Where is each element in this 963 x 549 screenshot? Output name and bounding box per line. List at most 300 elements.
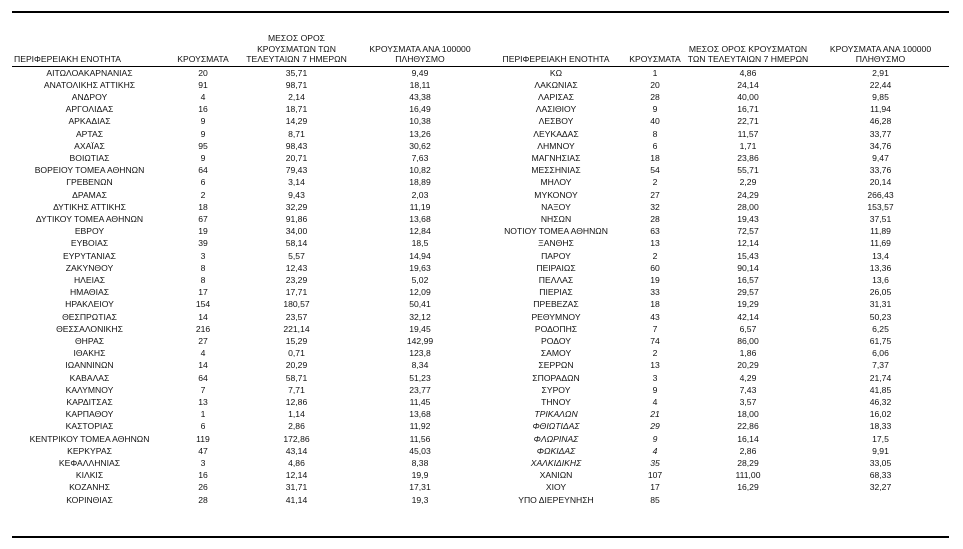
left-region-cell: ΒΟΡΕΙΟΥ ΤΟΜΕΑ ΑΘΗΝΩΝ xyxy=(34,165,145,176)
left-avg7-cell: 20,29 xyxy=(285,360,308,371)
right-cases-cell: 18 xyxy=(650,299,660,310)
left-region-cell: ΑΙΤΩΛΟΑΚΑΡΝΑΝΙΑΣ xyxy=(46,67,133,78)
header-region-right: ΠΕΡΙΦΕΡΕΙΑΚΗ ΕΝΟΤΗΤΑ xyxy=(486,28,626,66)
left-avg7-cell: 58,71 xyxy=(285,372,308,383)
right-cases-cell: 9 xyxy=(652,384,658,395)
right-cases-cell: 7 xyxy=(652,323,658,334)
left-per100k-cell: 14,94 xyxy=(409,250,431,261)
left-per100k-cell: 32,12 xyxy=(409,311,431,322)
right-cases-cell: 28 xyxy=(650,91,660,102)
right-region-cell: ΤΡΙΚΑΛΩΝ xyxy=(534,409,578,420)
right-cases-cell: 6 xyxy=(652,140,658,151)
right-avg7-cell: 18,00 xyxy=(737,409,759,420)
left-per100k-cell: 30,62 xyxy=(409,140,431,151)
right-cases-cell: 4 xyxy=(652,396,658,407)
right-per100k-cell: 9,85 xyxy=(872,91,889,102)
right-per100k-cell: 33,05 xyxy=(869,458,892,468)
left-region-cell: ΚΑΒΑΛΑΣ xyxy=(69,372,110,383)
table-row xyxy=(12,396,949,408)
left-per100k-cell: 13,68 xyxy=(409,213,431,224)
right-avg7-cell: 22,71 xyxy=(737,116,759,127)
left-cases-cell: 9 xyxy=(200,152,206,163)
right-avg7-cell: 24,29 xyxy=(737,189,759,200)
left-region-cell: ΑΧΑΪΑΣ xyxy=(74,140,105,151)
left-cases-cell: 95 xyxy=(198,140,208,151)
table-row xyxy=(12,91,949,103)
table-row xyxy=(12,311,949,323)
right-cases-cell: 9 xyxy=(652,104,658,115)
right-per100k-cell xyxy=(812,494,949,506)
left-cases-cell: 4 xyxy=(200,348,206,359)
left-region-cell: ΘΗΡΑΣ xyxy=(74,335,105,346)
left-cases-cell: 119 xyxy=(196,433,210,444)
left-per100k-cell: 19,9 xyxy=(411,470,429,481)
left-region-cell: ΚΕΦΑΛΛΗΝΙΑΣ xyxy=(58,458,121,468)
right-per100k-cell: 41,85 xyxy=(869,384,892,395)
left-region-cell: ΔΥΤΙΚΗΣ ΑΤΤΙΚΗΣ xyxy=(53,201,126,212)
right-region-cell: ΛΑΣΙΘΙΟΥ xyxy=(535,104,577,115)
right-cases-cell: 1 xyxy=(652,67,658,78)
right-region-cell: ΞΑΝΘΗΣ xyxy=(538,238,574,249)
right-avg7-cell: 22,86 xyxy=(737,421,759,432)
header-row xyxy=(12,28,949,66)
left-avg7-cell: 31,71 xyxy=(285,482,308,493)
right-avg7-cell: 111,00 xyxy=(735,470,761,481)
right-cases-cell: 43 xyxy=(650,311,660,322)
left-per100k-cell: 18,5 xyxy=(411,238,429,249)
right-region-cell: ΝΟΤΙΟΥ ΤΟΜΕΑ ΑΘΗΝΩΝ xyxy=(504,226,608,237)
left-avg7-cell: 43,14 xyxy=(285,445,308,456)
cases-table xyxy=(12,28,949,506)
left-avg7-cell: 172,86 xyxy=(283,433,310,444)
right-region-cell: ΜΑΓΝΗΣΙΑΣ xyxy=(531,152,581,163)
table-row xyxy=(12,420,949,432)
right-cases-cell: 32 xyxy=(650,201,660,212)
right-cases-cell: 35 xyxy=(650,458,660,468)
right-avg7-cell: 16,29 xyxy=(737,482,759,493)
table-row xyxy=(12,457,949,469)
left-cases-cell: 18 xyxy=(198,201,208,212)
right-per100k-cell: 46,32 xyxy=(869,396,892,407)
left-per100k-cell: 13,26 xyxy=(409,128,431,139)
table-row xyxy=(12,347,949,359)
right-cases-cell: 4 xyxy=(652,445,658,456)
left-region-cell: ΚΕΝΤΡΙΚΟΥ ΤΟΜΕΑ ΑΘΗΝΩΝ xyxy=(29,433,150,444)
right-cases-cell: 40 xyxy=(650,116,660,127)
table-row xyxy=(12,164,949,176)
right-per100k-cell: 13,6 xyxy=(872,274,889,285)
left-avg7-cell: 91,86 xyxy=(285,213,308,224)
left-cases-cell: 20 xyxy=(198,67,208,78)
table-row xyxy=(12,189,949,201)
table-row xyxy=(12,213,949,225)
right-avg7-cell: 12,14 xyxy=(737,238,759,249)
right-region-cell: ΧΙΟΥ xyxy=(545,482,567,493)
right-avg7-cell: 3,57 xyxy=(739,396,757,407)
right-per100k-cell: 22,44 xyxy=(869,79,892,90)
left-avg7-cell: 5,57 xyxy=(288,250,305,261)
left-cases-cell: 6 xyxy=(200,421,206,432)
left-per100k-cell: 19,63 xyxy=(409,262,431,273)
left-region-cell: ΑΡΚΑΔΙΑΣ xyxy=(68,116,111,127)
header-per100k-right: ΚΡΟΥΣΜΑΤΑ ΑΝΑ 100000 ΠΛΗΘΥΣΜΟ xyxy=(812,28,949,66)
left-cases-cell: 2 xyxy=(200,189,206,200)
left-avg7-cell: 1,14 xyxy=(288,409,305,420)
table-row xyxy=(12,359,949,371)
left-region-cell: ΘΕΣΠΡΩΤΙΑΣ xyxy=(62,311,117,322)
left-region-cell: ΑΡΤΑΣ xyxy=(75,128,104,139)
right-avg7-cell: 4,29 xyxy=(739,372,757,383)
table-row xyxy=(12,408,949,420)
left-cases-cell: 64 xyxy=(198,165,208,176)
left-avg7-cell: 17,71 xyxy=(285,287,308,298)
left-per100k-cell: 5,02 xyxy=(411,274,429,285)
left-avg7-cell: 98,43 xyxy=(285,140,308,151)
left-avg7-cell: 221,14 xyxy=(283,323,310,334)
left-avg7-cell: 12,43 xyxy=(285,262,308,273)
left-avg7-cell: 20,71 xyxy=(285,152,308,163)
left-avg7-cell: 7,71 xyxy=(288,384,305,395)
right-region-cell: ΛΑΡΙΣΑΣ xyxy=(538,91,574,102)
right-avg7-cell: 90,14 xyxy=(737,262,759,273)
left-per100k-cell: 19,45 xyxy=(409,323,431,334)
left-avg7-cell: 58,14 xyxy=(285,238,308,249)
table-row xyxy=(12,494,949,506)
table-row xyxy=(12,433,949,445)
left-cases-cell: 154 xyxy=(195,299,211,310)
left-avg7-cell: 35,71 xyxy=(285,67,308,78)
left-region-cell: ΚΑΡΠΑΘΟΥ xyxy=(65,409,114,420)
right-region-cell: ΡΟΔΟΥ xyxy=(541,335,571,346)
right-cases-cell: 2 xyxy=(652,177,658,188)
right-region-cell: ΤΗΝΟΥ xyxy=(541,396,571,407)
right-avg7-cell: 29,57 xyxy=(737,287,759,298)
left-region-cell: ΚΟΡΙΝΘΙΑΣ xyxy=(66,494,113,505)
left-per100k-cell: 12,84 xyxy=(409,226,431,237)
left-region-cell: ΙΘΑΚΗΣ xyxy=(73,348,106,359)
right-avg7-cell: 42,14 xyxy=(737,311,759,322)
right-region-cell: ΠΕΙΡΑΙΩΣ xyxy=(536,262,576,273)
left-per100k-cell: 50,41 xyxy=(409,299,431,310)
left-cases-cell: 14 xyxy=(198,360,208,371)
left-region-cell: ΖΑΚΥΝΘΟΥ xyxy=(65,262,114,273)
right-region-cell: ΠΙΕΡΙΑΣ xyxy=(539,287,573,298)
table-row xyxy=(12,115,949,127)
left-per100k-cell: 9,49 xyxy=(411,67,429,78)
left-region-cell: ΙΩΑΝΝΙΝΩΝ xyxy=(65,360,114,371)
left-cases-cell: 91 xyxy=(198,79,208,90)
right-per100k-cell: 13,36 xyxy=(869,262,892,273)
bottom-rule xyxy=(12,536,949,538)
left-per100k-cell: 11,19 xyxy=(409,201,431,212)
left-avg7-cell: 9,43 xyxy=(288,189,305,200)
table-row xyxy=(12,445,949,457)
left-avg7-cell: 34,00 xyxy=(285,226,308,237)
left-cases-cell: 9 xyxy=(200,116,206,127)
right-region-cell: ΜΗΛΟΥ xyxy=(540,177,572,188)
right-cases-cell: 54 xyxy=(650,165,660,176)
left-cases-cell: 1 xyxy=(200,409,206,420)
table-row xyxy=(12,103,949,115)
right-avg7-cell: 40,00 xyxy=(737,91,759,102)
right-per100k-cell: 7,37 xyxy=(872,360,889,371)
left-region-cell: ΚΑΡΔΙΤΣΑΣ xyxy=(66,396,113,407)
table-row xyxy=(12,372,949,384)
left-avg7-cell: 8,71 xyxy=(288,128,305,139)
right-region-cell: ΡΕΘΥΜΝΟΥ xyxy=(531,311,581,322)
left-avg7-cell: 32,29 xyxy=(285,201,308,212)
table-row xyxy=(12,128,949,140)
left-cases-cell: 26 xyxy=(198,482,208,493)
left-avg7-cell: 14,29 xyxy=(285,116,308,127)
right-region-cell: ΜΕΣΣΗΝΙΑΣ xyxy=(531,165,581,176)
left-region-cell: ΑΝΔΡΟΥ xyxy=(71,91,108,102)
right-region-cell: ΠΑΡΟΥ xyxy=(541,250,571,261)
right-region-cell: ΥΠΟ ΔΙΕΡΕΥΝΗΣΗ xyxy=(518,494,594,505)
left-avg7-cell: 15,29 xyxy=(285,335,308,346)
left-region-cell: ΕΥΡΥΤΑΝΙΑΣ xyxy=(63,250,116,261)
right-cases-cell: 20 xyxy=(650,79,660,90)
right-per100k-cell: 34,76 xyxy=(869,140,892,151)
right-avg7-cell: 23,86 xyxy=(737,152,759,163)
right-per100k-cell: 16,02 xyxy=(869,409,892,420)
right-cases-cell: 85 xyxy=(650,494,660,505)
right-avg7-cell: 1,71 xyxy=(739,140,757,151)
right-cases-cell: 8 xyxy=(652,128,658,139)
right-per100k-cell: 17,5 xyxy=(872,433,889,444)
table-row xyxy=(12,152,949,164)
left-per100k-cell: 11,92 xyxy=(409,421,431,432)
right-per100k-cell: 2,91 xyxy=(872,67,889,78)
right-region-cell: ΡΟΔΟΠΗΣ xyxy=(534,323,578,334)
table-row xyxy=(12,335,949,347)
right-cases-cell: 3 xyxy=(652,372,658,383)
right-avg7-cell: 28,29 xyxy=(737,458,759,468)
right-avg7-cell: 20,29 xyxy=(737,360,759,371)
right-avg7-cell: 11,57 xyxy=(737,128,759,139)
left-cases-cell: 13 xyxy=(198,396,208,407)
right-per100k-cell: 26,05 xyxy=(869,287,892,298)
right-per100k-cell: 13,4 xyxy=(872,250,889,261)
right-cases-cell: 2 xyxy=(652,348,658,359)
right-region-cell: ΛΑΚΩΝΙΑΣ xyxy=(534,79,578,90)
right-per100k-cell: 33,76 xyxy=(869,165,892,176)
right-avg7-cell: 86,00 xyxy=(737,335,759,346)
right-per100k-cell: 50,23 xyxy=(869,311,892,322)
left-region-cell: ΚΕΡΚΥΡΑΣ xyxy=(67,445,112,456)
table-row xyxy=(12,469,949,481)
right-cases-cell: 63 xyxy=(650,226,660,237)
left-region-cell: ΘΕΣΣΑΛΟΝΙΚΗΣ xyxy=(56,323,123,334)
right-avg7-cell: 16,14 xyxy=(737,433,759,444)
right-region-cell: ΧΑΛΚΙΔΙΚΗΣ xyxy=(530,458,582,468)
right-cases-cell: 60 xyxy=(650,262,660,273)
left-per100k-cell: 19,3 xyxy=(411,494,429,505)
left-per100k-cell: 13,68 xyxy=(409,409,431,420)
table-row xyxy=(12,79,949,91)
left-cases-cell: 6 xyxy=(200,177,206,188)
right-avg7-cell xyxy=(684,494,812,506)
left-per100k-cell: 18,89 xyxy=(409,177,431,188)
header-cases-left: ΚΡΟΥΣΜΑΤΑ xyxy=(167,28,239,66)
right-cases-cell: 13 xyxy=(650,360,660,371)
right-cases-cell: 19 xyxy=(650,274,660,285)
left-region-cell: ΚΑΣΤΟΡΙΑΣ xyxy=(65,421,114,432)
left-cases-cell: 9 xyxy=(200,128,206,139)
left-region-cell: ΔΡΑΜΑΣ xyxy=(72,189,107,200)
left-cases-cell: 19 xyxy=(198,226,208,237)
table-row xyxy=(12,140,949,152)
left-per100k-cell: 16,49 xyxy=(409,104,431,115)
left-region-cell: ΗΜΑΘΙΑΣ xyxy=(69,287,110,298)
right-region-cell: ΛΕΥΚΑΔΑΣ xyxy=(533,128,579,139)
left-region-cell: ΚΑΛΥΜΝΟΥ xyxy=(65,384,114,395)
table-body xyxy=(12,66,949,506)
left-per100k-cell: 43,38 xyxy=(409,91,431,102)
table-row xyxy=(12,384,949,396)
right-region-cell: ΝΑΞΟΥ xyxy=(541,201,571,212)
right-region-cell: ΛΕΣΒΟΥ xyxy=(538,116,574,127)
left-per100k-cell: 7,63 xyxy=(411,152,429,163)
table-row xyxy=(12,481,949,493)
right-region-cell: ΦΩΚΙΔΑΣ xyxy=(536,445,576,456)
header-avg7-right: ΜΕΣΟΣ ΟΡΟΣ ΚΡΟΥΣΜΑΤΩΝ ΤΩΝ ΤΕΛΕΥΤΑΙΩΝ 7 ΗΜΕΡΩΝ xyxy=(684,28,812,66)
left-per100k-cell: 123,8 xyxy=(409,348,431,359)
right-per100k-cell: 37,51 xyxy=(869,213,892,224)
left-avg7-cell: 0,71 xyxy=(288,348,305,359)
right-per100k-cell: 32,27 xyxy=(869,482,892,493)
left-cases-cell: 7 xyxy=(200,384,206,395)
left-avg7-cell: 98,71 xyxy=(285,79,308,90)
left-avg7-cell: 2,86 xyxy=(288,421,305,432)
left-per100k-cell: 11,56 xyxy=(409,433,431,444)
left-avg7-cell: 180,57 xyxy=(283,299,310,310)
left-avg7-cell: 41,14 xyxy=(285,494,308,505)
left-avg7-cell: 12,86 xyxy=(285,396,308,407)
left-per100k-cell: 8,34 xyxy=(411,360,429,371)
right-cases-cell: 18 xyxy=(650,152,660,163)
right-per100k-cell: 11,69 xyxy=(870,238,891,249)
right-avg7-cell: 2,86 xyxy=(739,445,757,456)
left-cases-cell: 14 xyxy=(198,311,208,322)
right-region-cell: ΦΛΩΡΙΝΑΣ xyxy=(533,433,579,444)
left-region-cell: ΕΥΒΟΙΑΣ xyxy=(70,238,109,249)
left-region-cell: ΑΡΓΟΛΙΔΑΣ xyxy=(65,104,114,115)
right-cases-cell: 28 xyxy=(650,213,660,224)
left-avg7-cell: 79,43 xyxy=(285,165,308,176)
left-region-cell: ΓΡΕΒΕΝΩΝ xyxy=(66,177,113,188)
right-avg7-cell: 15,43 xyxy=(737,250,759,261)
right-per100k-cell: 33,77 xyxy=(869,128,892,139)
table-row xyxy=(12,250,949,262)
right-region-cell: ΧΑΝΙΩΝ xyxy=(539,470,573,481)
right-per100k-cell: 46,28 xyxy=(869,116,892,127)
right-cases-cell: 29 xyxy=(650,421,660,432)
left-cases-cell: 3 xyxy=(200,458,206,468)
right-region-cell: ΦΘΙΩΤΙΔΑΣ xyxy=(532,421,580,432)
table-row xyxy=(12,225,949,237)
right-avg7-cell: 55,71 xyxy=(737,165,759,176)
left-region-cell: ΕΒΡΟΥ xyxy=(74,226,105,237)
left-cases-cell: 67 xyxy=(198,213,208,224)
right-per100k-cell: 11,94 xyxy=(870,104,891,115)
right-cases-cell: 107 xyxy=(647,470,663,481)
left-cases-cell: 3 xyxy=(200,250,206,261)
right-region-cell: ΣΥΡΟΥ xyxy=(541,384,571,395)
table-row xyxy=(12,286,949,298)
left-avg7-cell: 3,14 xyxy=(288,177,305,188)
right-cases-cell: 2 xyxy=(652,250,658,261)
header-per100k-left: ΚΡΟΥΣΜΑΤΑ ΑΝΑ 100000 ΠΛΗΘΥΣΜΟ xyxy=(354,28,486,66)
right-region-cell: ΣΑΜΟΥ xyxy=(540,348,572,359)
table-row xyxy=(12,262,949,274)
left-avg7-cell: 18,71 xyxy=(285,104,308,115)
right-avg7-cell: 72,57 xyxy=(737,226,759,237)
left-cases-cell: 8 xyxy=(200,262,206,273)
left-per100k-cell: 17,31 xyxy=(409,482,431,493)
left-per100k-cell: 8,38 xyxy=(411,458,429,468)
right-region-cell: ΛΗΜΝΟΥ xyxy=(537,140,575,151)
right-per100k-cell: 6,06 xyxy=(872,348,889,359)
right-per100k-cell: 18,33 xyxy=(869,421,892,432)
table-row xyxy=(12,298,949,310)
left-cases-cell: 28 xyxy=(198,494,208,505)
left-region-cell: ΗΡΑΚΛΕΙΟΥ xyxy=(65,299,114,310)
left-cases-cell: 216 xyxy=(195,323,211,334)
left-per100k-cell: 45,03 xyxy=(409,445,431,456)
left-per100k-cell: 11,45 xyxy=(409,396,431,407)
right-avg7-cell: 6,57 xyxy=(739,323,757,334)
right-avg7-cell: 7,43 xyxy=(739,384,757,395)
left-per100k-cell: 142,99 xyxy=(406,335,434,346)
right-cases-cell: 21 xyxy=(650,409,660,420)
left-cases-cell: 4 xyxy=(200,91,206,102)
left-cases-cell: 16 xyxy=(198,470,208,481)
header-avg7-left: ΜΕΣΟΣ ΟΡΟΣ ΚΡΟΥΣΜΑΤΩΝ ΤΩΝ ΤΕΛΕΥΤΑΙΩΝ 7 ΗΜΕΡΩΝ xyxy=(239,28,354,66)
left-avg7-cell: 23,29 xyxy=(285,274,308,285)
table-row xyxy=(12,274,949,286)
right-cases-cell: 13 xyxy=(650,238,660,249)
left-per100k-cell: 10,38 xyxy=(409,116,431,127)
right-per100k-cell: 266,43 xyxy=(867,189,894,200)
left-region-cell: ΚΙΛΚΙΣ xyxy=(75,470,104,481)
top-rule xyxy=(12,11,949,13)
left-region-cell: ΔΥΤΙΚΟΥ ΤΟΜΕΑ ΑΘΗΝΩΝ xyxy=(35,213,144,224)
left-per100k-cell: 51,23 xyxy=(409,372,431,383)
right-avg7-cell: 19,29 xyxy=(737,299,759,310)
right-per100k-cell: 61,75 xyxy=(869,335,892,346)
right-per100k-cell: 6,25 xyxy=(872,323,889,334)
right-per100k-cell: 20,14 xyxy=(869,177,892,188)
header-region-left: ΠΕΡΙΦΕΡΕΙΑΚΗ ΕΝΟΤΗΤΑ xyxy=(12,28,167,66)
right-avg7-cell: 16,57 xyxy=(737,274,759,285)
left-avg7-cell: 4,86 xyxy=(288,458,305,468)
right-avg7-cell: 16,71 xyxy=(737,104,759,115)
right-region-cell: ΣΠΟΡΑΔΩΝ xyxy=(532,372,580,383)
right-per100k-cell: 68,33 xyxy=(869,470,892,481)
right-per100k-cell: 9,47 xyxy=(872,152,889,163)
left-cases-cell: 27 xyxy=(198,335,208,346)
right-avg7-cell: 19,43 xyxy=(737,213,759,224)
right-cases-cell: 33 xyxy=(650,287,660,298)
right-avg7-cell: 1,86 xyxy=(739,348,757,359)
right-region-cell: ΠΡΕΒΕΖΑΣ xyxy=(533,299,579,310)
table-row xyxy=(12,201,949,213)
right-avg7-cell: 24,14 xyxy=(737,79,759,90)
right-avg7-cell: 4,86 xyxy=(739,67,757,78)
right-cases-cell: 9 xyxy=(652,433,658,444)
right-per100k-cell: 31,31 xyxy=(869,299,892,310)
